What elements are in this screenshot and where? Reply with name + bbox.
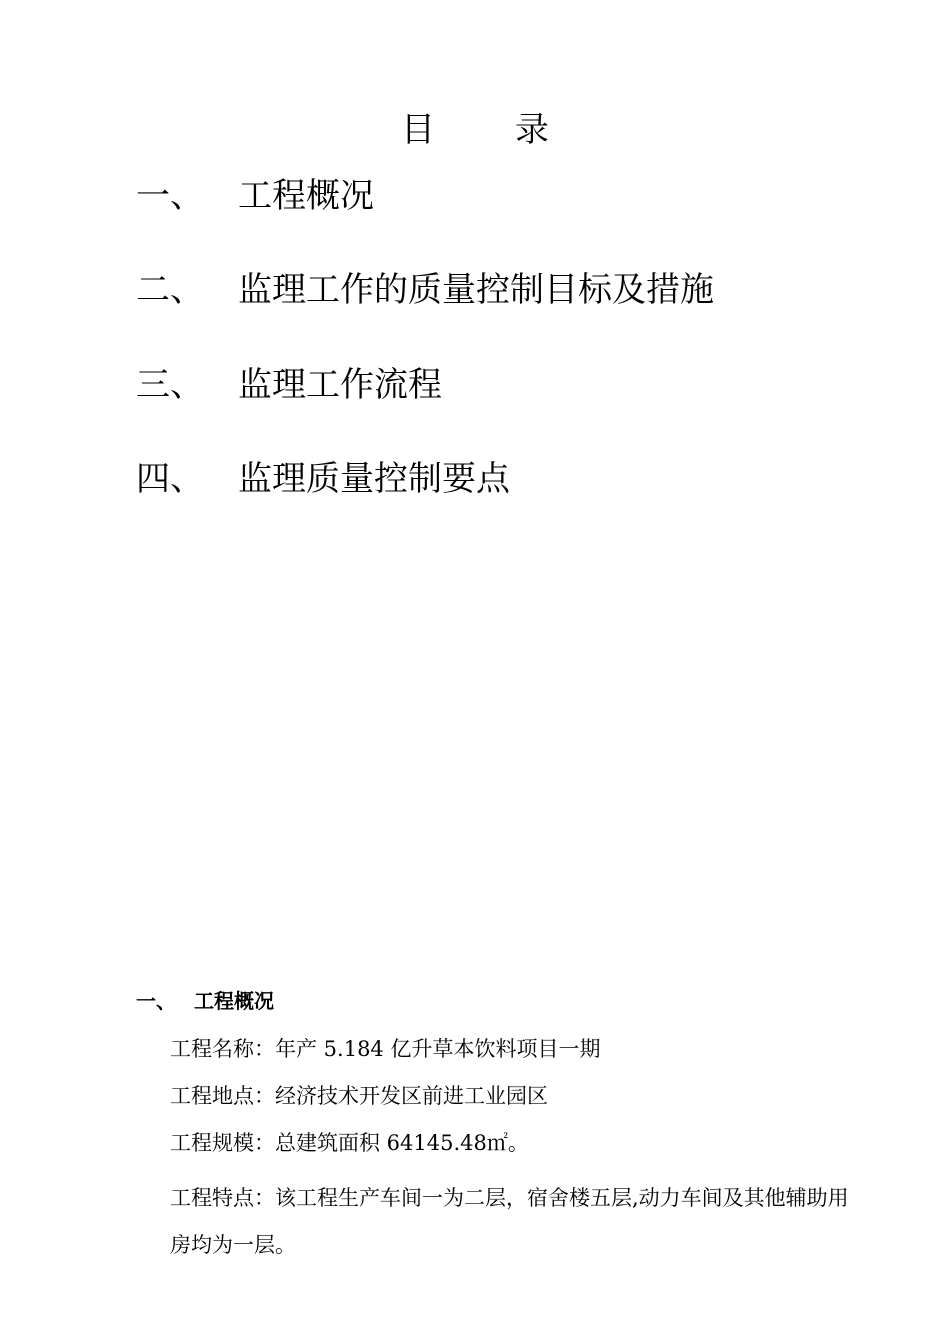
toc-item-1: [136, 174, 374, 218]
project-features-paragraph: 工程特点：该工程生产车间一为二层，宿舍楼五层,动力车间及其他辅助用房均为一层。: [170, 1186, 849, 1257]
toc-item-label: 监理工作流程: [238, 365, 442, 405]
toc-title-left: 目: [401, 110, 435, 150]
toc-item-3: [136, 363, 442, 407]
project-name-line: 工程名称：年产 5.184 亿升草本饮料项目一期: [170, 1037, 601, 1061]
toc-title-right: 录: [515, 110, 549, 150]
section-number: 一、: [136, 989, 176, 1013]
section-title: 工程概况: [194, 989, 274, 1013]
toc-item-number: 一、: [136, 176, 204, 216]
project-scale-line: 工程规模：总建筑面积 64145.48㎡。: [170, 1131, 529, 1155]
toc-item-number: 三、: [136, 365, 204, 405]
toc-item-4: [136, 457, 510, 501]
project-location-line: 工程地点：经济技术开发区前进工业园区: [170, 1084, 548, 1108]
toc-item-label: 监理质量控制要点: [238, 459, 510, 499]
section-heading: [136, 986, 274, 1016]
toc-item-label: 工程概况: [238, 176, 374, 216]
toc-item-label: 监理工作的质量控制目标及措施: [238, 270, 714, 310]
toc-title: [0, 108, 950, 152]
toc-item-number: 二、: [136, 270, 204, 310]
toc-item-number: 四、: [136, 459, 204, 499]
toc-item-2: [136, 268, 714, 312]
